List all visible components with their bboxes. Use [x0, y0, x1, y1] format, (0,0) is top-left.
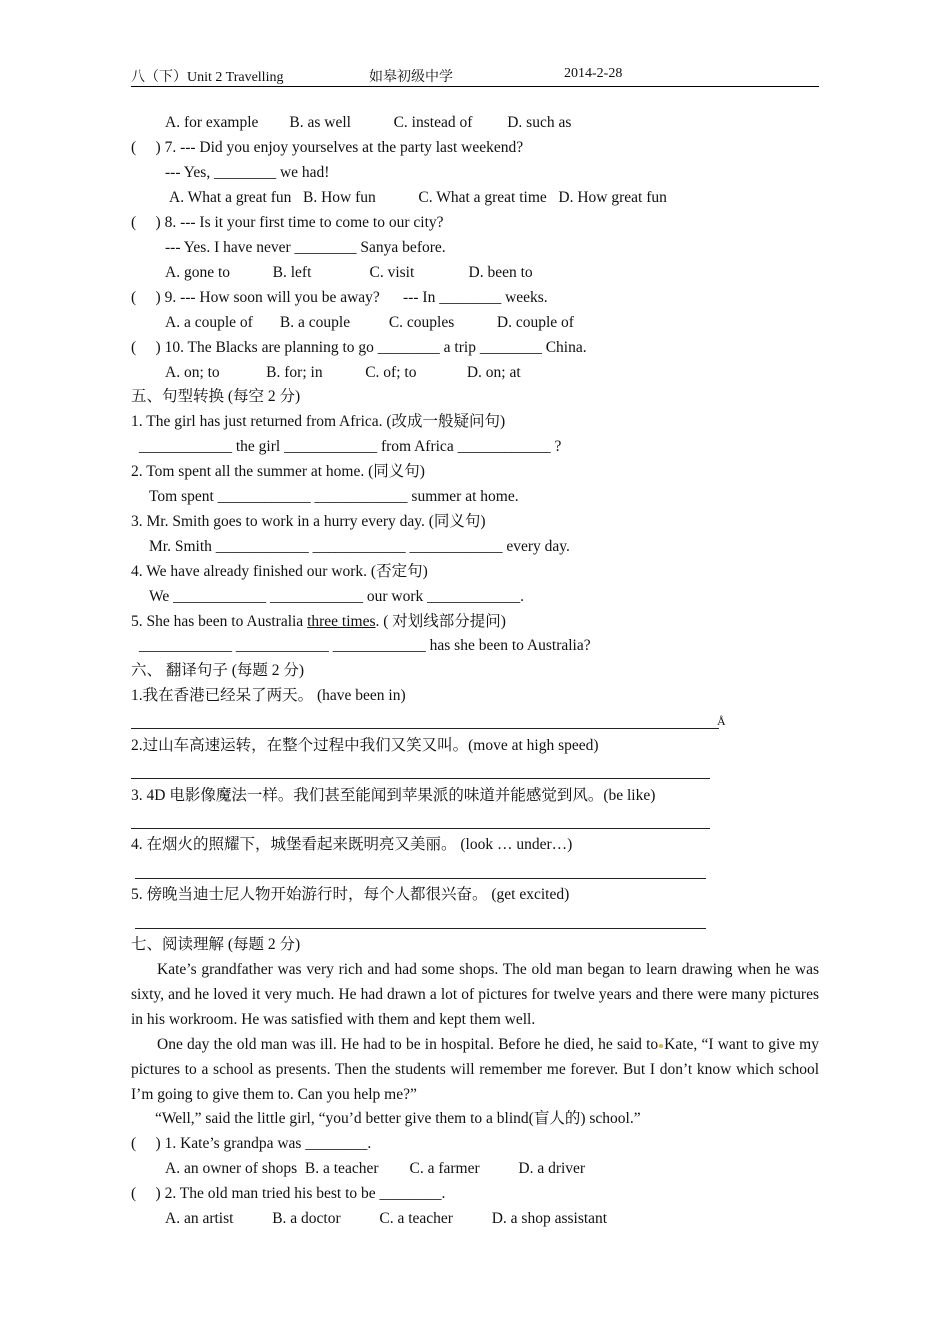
text-line: A. gone to B. left C. visit D. been to [165, 264, 533, 281]
header-date: 2014-2-28 [564, 66, 623, 81]
text-line: ( ) 2. The old man tried his best to be ________. [131, 1185, 446, 1202]
text-line: 1.我在香港已经呆了两天。 (have been in) [131, 687, 406, 704]
text-line: --- Yes, ________ we had! [165, 164, 330, 181]
text-line: 5. 傍晚当迪士尼人物开始游行时，每个人都很兴奋。 (get excited) [131, 886, 570, 903]
text-line: 五、句型转换 (每空 2 分) [131, 388, 301, 405]
text-line: A. a couple of B. a couple C. couples D. couple of [165, 314, 574, 331]
text-line: ( ) 8. --- Is it your first time to come to our city? [131, 214, 444, 231]
header-unit: 八（下）Unit 2 Travelling [131, 70, 284, 85]
answer-line [131, 828, 710, 829]
text-line: 七、阅读理解 (每题 2 分) [131, 936, 301, 953]
text-line: ( ) 7. --- Did you enjoy yourselves at the party last weekend? [131, 139, 524, 156]
text-line: ( ) 10. The Blacks are planning to go ________ a trip ________ China. [131, 339, 587, 356]
text-line: 2.过山车高速运转，在整个过程中我们又笑又叫。(move at high speed) [131, 737, 599, 754]
text-line: ____________ ____________ ____________ has she been to Australia? [139, 637, 591, 654]
answer-line [131, 728, 719, 729]
text-line: 3. 4D 电影像魔法一样。我们甚至能闻到苹果派的味道并能感觉到风。(be like) [131, 787, 656, 804]
text-line: Mr. Smith ____________ ____________ ____________ every day. [149, 538, 570, 555]
rewrite-question-5: 5. She has been to Australia three times. ( 对划线部分提问) [131, 613, 506, 630]
text-line: --- Yes. I have never ________ Sanya before. [165, 239, 446, 256]
text-line: 4. We have already finished our work. (否定句) [131, 563, 428, 580]
page-header [131, 66, 819, 87]
text-line: 3. Mr. Smith goes to work in a hurry every day. (同义句) [131, 513, 486, 530]
text-line: 1. The girl has just returned from Africa. (改成一般疑问句) [131, 413, 506, 430]
text-line: A. What a great fun B. How fun C. What a great time D. How great fun [169, 189, 667, 206]
text-line: ( ) 1. Kate’s grandpa was ________. [131, 1135, 372, 1152]
header-school: 如皋初级中学 [369, 70, 453, 85]
reading-passage [131, 958, 819, 1107]
underlined-phrase: three times [307, 613, 376, 630]
text-line: A. on; to B. for; in C. of; to D. on; at [165, 364, 521, 381]
text-line: “Well,” said the little girl, “you’d better give them to a blind(盲人的) school.” [155, 1110, 641, 1127]
text-line: A. an owner of shops B. a teacher C. a farmer D. a driver [165, 1160, 586, 1177]
dot-mark-icon [659, 1044, 663, 1048]
answer-line [135, 878, 706, 879]
stray-mark: Å [717, 714, 726, 728]
answer-line [135, 928, 706, 929]
passage-paragraph-2: One day the old man was ill. He had to be in hospital. Before he died, he said to Kate, “I want to give my pictures to a school as presents. Then the students will remember me forever. But I don’t know which school I’m going to give them to. Can you help me?” [131, 1035, 819, 1103]
passage-paragraph-1: Kate’s grandfather was very rich and had some shops. The old man began to learn drawing when he was sixty, and he loved it very much. He had drawn a lot of pictures for twelve years and there were many pictures in his workroom. He was satisfied with them and kept them well. [131, 961, 819, 1028]
text-line: 2. Tom spent all the summer at home. (同义句) [131, 463, 425, 480]
text-line: 六、 翻译句子 (每题 2 分) [131, 662, 305, 679]
answer-line [131, 778, 710, 779]
text-line: Tom spent ____________ ____________ summer at home. [149, 488, 519, 505]
text-line: ( ) 9. --- How soon will you be away? --- In ________ weeks. [131, 289, 548, 306]
text-line: ____________ the girl ____________ from Africa ____________ ? [139, 438, 562, 455]
text-line: A. an artist B. a doctor C. a teacher D. a shop assistant [165, 1210, 608, 1227]
text-line: We ____________ ____________ our work ____________. [149, 588, 525, 605]
text-line: 4. 在烟火的照耀下，城堡看起来既明亮又美丽。 (look … under…) [131, 836, 573, 853]
text-line: A. for example B. as well C. instead of D. such as [165, 114, 572, 131]
